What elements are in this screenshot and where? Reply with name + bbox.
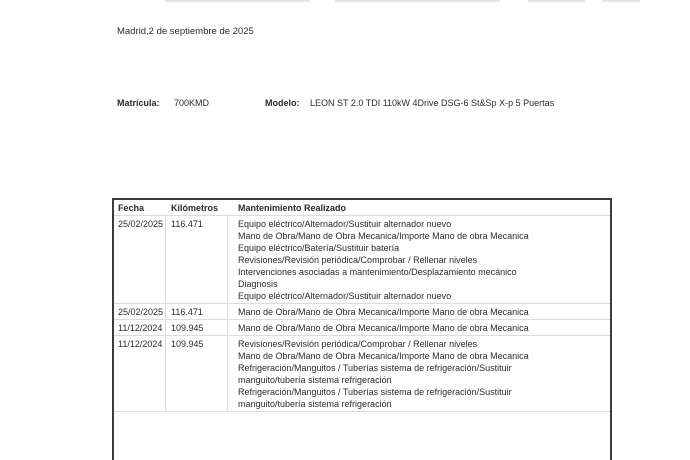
modelo-value: LEON ST 2.0 TDI 110kW 4Drive DSG-6 St&Sp X-p 5 Puertas (310, 98, 555, 108)
table-body (114, 216, 610, 412)
matricula-value: 700KMD (174, 98, 210, 108)
table-empty-area (114, 412, 610, 460)
clipped-text-remnant (165, 0, 310, 2)
column-header-kilometros: Kilómetros (171, 203, 219, 213)
table-row (114, 304, 610, 320)
mantenimiento-line: Equipo eléctrico/Alternador/Sustituir alternador nuevo (238, 291, 452, 301)
column-header-mantenimiento: Mantenimiento Realizado (238, 203, 347, 213)
maintenance-table (112, 198, 612, 460)
modelo-label: Modelo: (265, 98, 300, 108)
table-row (114, 336, 610, 412)
date-line: Madrid,2 de septiembre de 2025 (117, 26, 254, 37)
cell-fecha: 25/02/2025 (114, 216, 166, 303)
mantenimiento-line: Revisiones/Revisión periódica/Comprobar / Rellenar niveles (238, 339, 478, 349)
mantenimiento-line: Mano de Obra/Mano de Obra Mecanica/Importe Mano de obra Mecanica (238, 231, 529, 241)
mantenimiento-line: manguito/tubería sistema refrigeración (238, 399, 392, 409)
cell-kilometros: 109.945 (166, 336, 228, 411)
clipped-text-remnant (528, 0, 585, 2)
mantenimiento-line: Intervenciones asociadas a mantenimiento/Desplazamiento mecánico (238, 267, 517, 277)
mantenimiento-line: Revisiones/Revisión periódica/Comprobar / Rellenar niveles (238, 255, 478, 265)
table-row (114, 216, 610, 304)
cell-fecha: 11/12/2024 (114, 320, 166, 335)
mantenimiento-line: Refrigeración/Manguitos / Tuberías sistema de refrigeración/Sustituir (238, 387, 512, 397)
matricula-label: Matrícula: (117, 98, 160, 108)
cell-mantenimiento (228, 336, 610, 411)
table-row (114, 320, 610, 336)
cell-mantenimiento (228, 304, 610, 319)
cell-kilometros: 116.471 (166, 304, 228, 319)
mantenimiento-line: Mano de Obra/Mano de Obra Mecanica/Importe Mano de obra Mecanica (238, 307, 529, 317)
mantenimiento-line: Equipo eléctrico/Alternador/Sustituir alternador nuevo (238, 219, 452, 229)
cell-kilometros: 109.945 (166, 320, 228, 335)
mantenimiento-line: Refrigeración/Manguitos / Tuberías sistema de refrigeración/Sustituir (238, 363, 512, 373)
mantenimiento-line: Diagnosis (238, 279, 278, 289)
mantenimiento-line: manguito/tubería sistema refrigeración (238, 375, 392, 385)
clipped-text-remnant (602, 0, 640, 2)
cell-mantenimiento (228, 216, 610, 303)
mantenimiento-line: Mano de Obra/Mano de Obra Mecanica/Importe Mano de obra Mecanica (238, 323, 529, 333)
cell-fecha: 11/12/2024 (114, 336, 166, 411)
mantenimiento-line: Mano de Obra/Mano de Obra Mecanica/Importe Mano de obra Mecanica (238, 351, 529, 361)
column-header-fecha: Fecha (118, 203, 145, 213)
table-header-row (114, 200, 610, 216)
cell-fecha: 25/02/2025 (114, 304, 166, 319)
cell-mantenimiento (228, 320, 610, 335)
cell-kilometros: 116.471 (166, 216, 228, 303)
clipped-text-remnant (335, 0, 500, 2)
mantenimiento-line: Equipo eléctrico/Batería/Sustituir batería (238, 243, 400, 253)
vehicle-fields (0, 97, 690, 111)
